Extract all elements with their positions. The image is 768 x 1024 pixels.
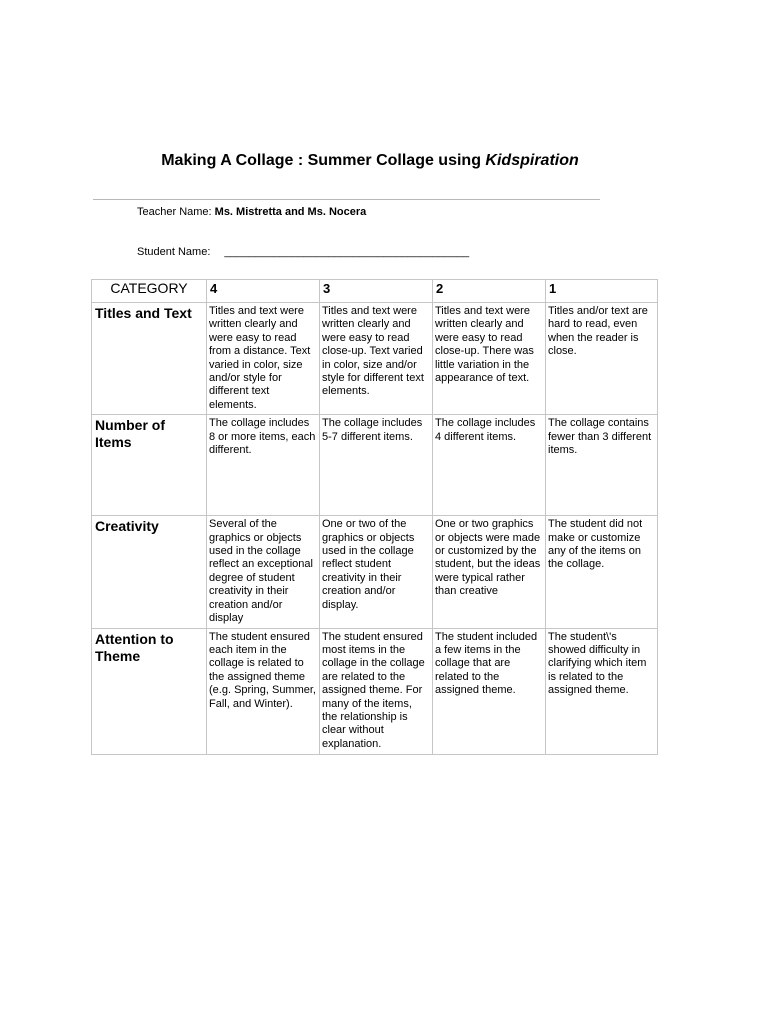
criteria-cell: The student included a few items in the collage that are related to the assigned theme.: [433, 628, 546, 754]
rubric-row-attention-to-theme: [92, 628, 658, 754]
rubric-row-number-of-items: [92, 415, 658, 516]
criteria-cell: The student did not make or customize any of the items on the collage.: [546, 516, 658, 628]
criteria-cell: One or two of the graphics or objects used in the collage reflect student creativity in their creation and/or display.: [320, 516, 433, 628]
teacher-name-label: Teacher Name:: [137, 206, 215, 218]
document-title: [0, 152, 740, 170]
rubric-table: [91, 279, 658, 755]
rubric-row-creativity: [92, 516, 658, 628]
header-score-2: 2: [433, 280, 546, 303]
row-category: Creativity: [92, 516, 207, 628]
header-score-3: 3: [320, 280, 433, 303]
criteria-cell: One or two graphics or objects were made or customized by the student, but the ideas were typical rather than creative: [433, 516, 546, 628]
row-category: Titles and Text: [92, 303, 207, 415]
student-name-label: Student Name:: [137, 246, 211, 258]
header-category: CATEGORY: [92, 280, 207, 303]
criteria-cell: The student\'s showed difficulty in clarifying which item is related to the assigned theme.: [546, 628, 658, 754]
criteria-cell: The collage includes 8 or more items, each different.: [207, 415, 320, 516]
teacher-name-value: Ms. Mistretta and Ms. Nocera: [214, 206, 367, 218]
criteria-cell: The collage contains fewer than 3 different items.: [546, 415, 658, 516]
criteria-cell: Titles and/or text are hard to read, even when the reader is close.: [546, 303, 658, 415]
rubric-row-titles-and-text: [92, 303, 658, 415]
criteria-cell: The student ensured most items in the collage in the collage are related to the assigned theme. For many of the items, the relationship is clear without explanation.: [320, 628, 433, 754]
row-category: Attention to Theme: [92, 628, 207, 754]
criteria-cell: The student ensured each item in the collage is related to the assigned theme (e.g. Spring, Summer, Fall, and Winter).: [207, 628, 320, 754]
criteria-cell: The collage includes 5-7 different items.: [320, 415, 433, 516]
student-name-line: [137, 246, 469, 258]
title-emphasis: Kidspiration: [485, 152, 579, 169]
criteria-cell: Titles and text were written clearly and were easy to read close-up. Text varied in color, size and/or style for different text elements.: [320, 303, 433, 415]
title-divider: [93, 199, 600, 200]
title-main: Making A Collage : Summer Collage using: [161, 152, 486, 169]
criteria-cell: Titles and text were written clearly and were easy to read from a distance. Text varied in color, size and/or style for different text elements.: [207, 303, 320, 415]
header-score-1: 1: [546, 280, 658, 303]
row-category: Number of Items: [92, 415, 207, 516]
criteria-cell: Several of the graphics or objects used in the collage reflect an exceptional degree of student creativity in their creation and/or display: [207, 516, 320, 628]
teacher-name-line: [137, 206, 366, 218]
criteria-cell: The collage includes 4 different items.: [433, 415, 546, 516]
student-name-blank: ________________________________________: [224, 246, 470, 258]
header-score-4: 4: [207, 280, 320, 303]
rubric-header-row: [92, 280, 658, 303]
criteria-cell: Titles and text were written clearly and were easy to read close-up. There was little variation in the appearance of text.: [433, 303, 546, 415]
